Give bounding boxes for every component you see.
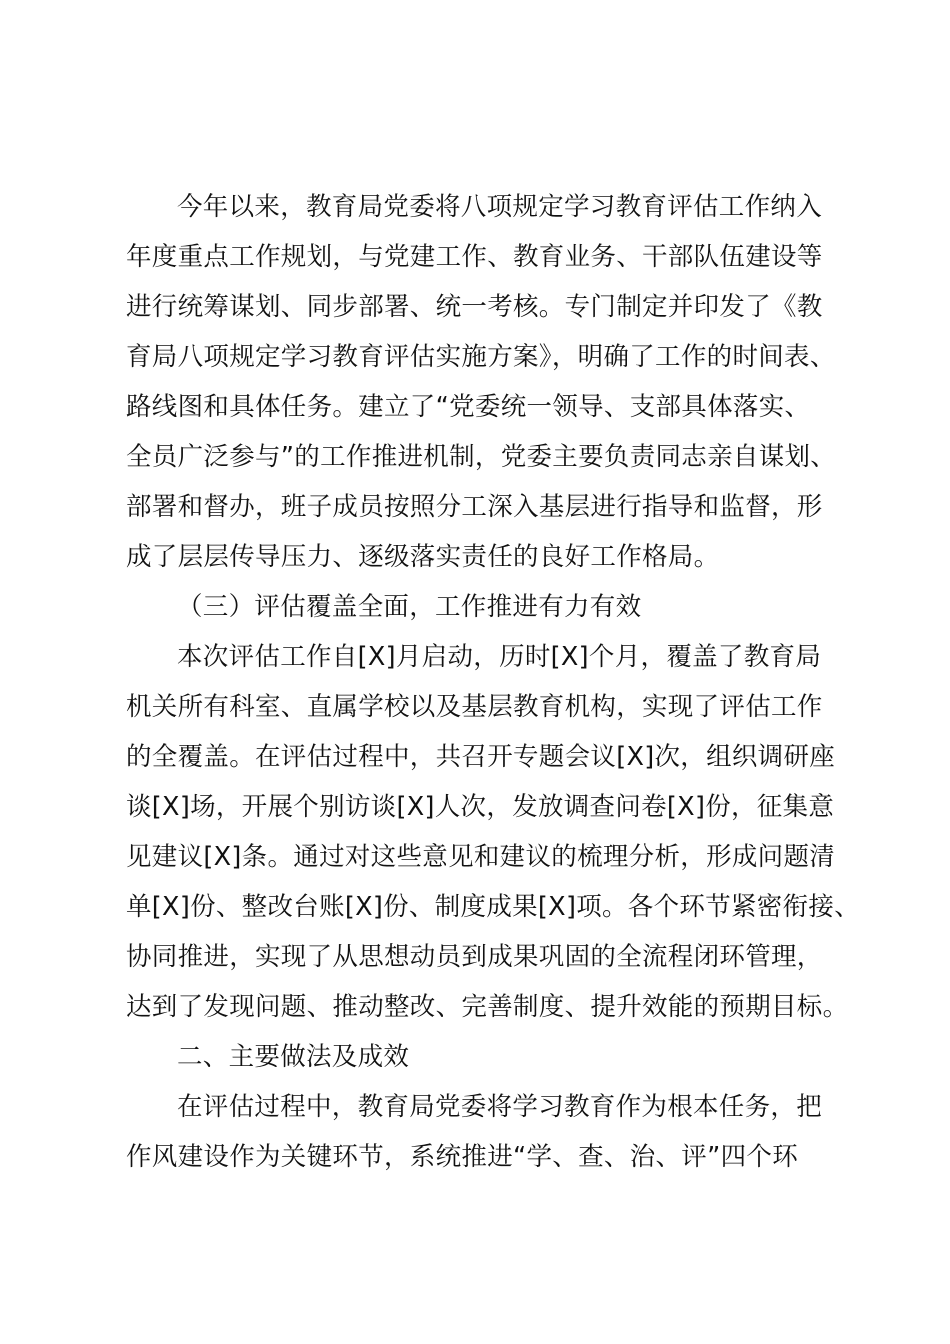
text-line: 部署和督办，班子成员按照分工深入基层进行指导和监督，形: [126, 492, 823, 522]
text-line: 今年以来，教育局党委将八项规定学习教育评估工作纳入: [177, 192, 823, 222]
text-line: 作风建设作为关键环节，系统推进“学、查、治、评”四个环: [126, 1142, 799, 1172]
paragraph-main-practices: [126, 1082, 846, 1182]
document-body: [126, 182, 860, 1182]
paragraph-evaluation-coverage: [126, 632, 860, 1032]
text-line: 成了层层传导压力、逐级落实责任的良好工作格局。: [126, 542, 720, 572]
text-line: 达到了发现问题、推动整改、完善制度、提升效能的预期目标。: [126, 992, 849, 1022]
section-heading: 二、主要做法及成效: [177, 1042, 410, 1072]
text-line: 育局八项规定学习教育评估实施方案》，明确了工作的时间表、: [126, 342, 836, 372]
text-line: 单[X]份、整改台账[X]份、制度成果[X]项。各个环节紧密衔接、: [126, 892, 860, 922]
text-line: 年度重点工作规划，与党建工作、教育业务、干部队伍建设等: [126, 242, 823, 272]
text-line: 机关所有科室、直属学校以及基层教育机构，实现了评估工作: [126, 692, 823, 722]
paragraph-overall-planning: [126, 182, 846, 582]
text-line: 的全覆盖。在评估过程中，共召开专题会议[X]次，组织调研座: [126, 742, 836, 772]
subsection-heading: （三）评估覆盖全面，工作推进有力有效: [177, 592, 642, 622]
text-line: 谈[X]场，开展个别访谈[X]人次，发放调查问卷[X]份，征集意: [126, 792, 835, 822]
text-line: 全员广泛参与”的工作推进机制，党委主要负责同志亲自谋划、: [126, 442, 837, 472]
text-line: 进行统筹谋划、同步部署、统一考核。专门制定并印发了《教: [126, 292, 823, 322]
text-line: 本次评估工作自[X]月启动，历时[X]个月，覆盖了教育局: [177, 642, 822, 672]
text-line: 路线图和具体任务。建立了“党委统一领导、支部具体落实、: [126, 392, 811, 422]
text-line: 在评估过程中，教育局党委将学习教育作为根本任务，把: [177, 1092, 823, 1122]
text-line: 协同推进，实现了从思想动员到成果巩固的全流程闭环管理，: [126, 942, 823, 972]
text-line: 见建议[X]条。通过对这些意见和建议的梳理分析，形成问题清: [126, 842, 836, 872]
